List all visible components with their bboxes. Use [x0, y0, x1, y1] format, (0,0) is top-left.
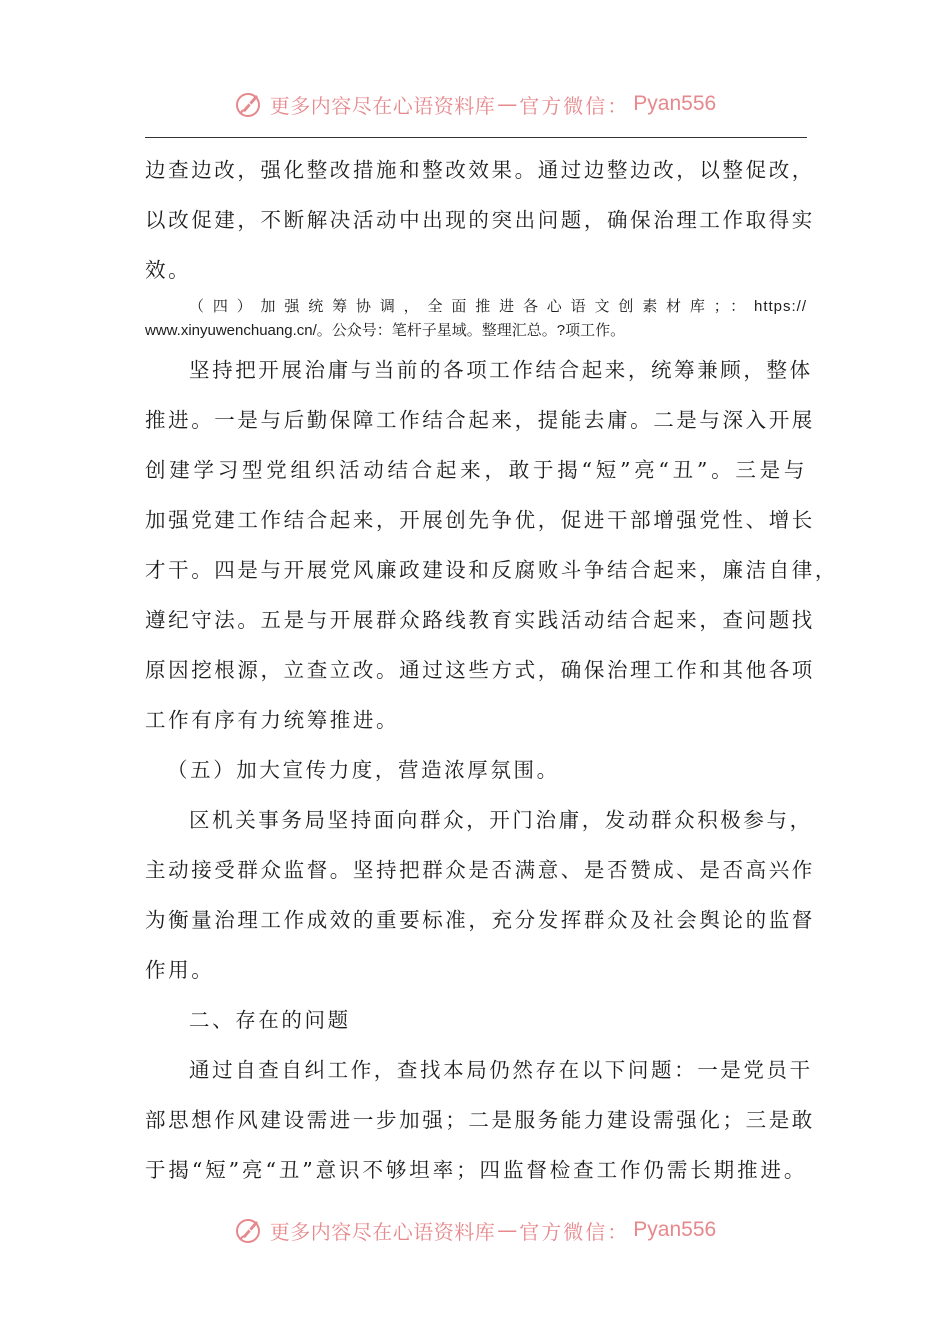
body-line: 坚持把开展治庸与当前的各项工作结合起来，统筹兼顾，整体: [189, 358, 813, 382]
section-heading: （五）加大宣传力度，营造浓厚氛围。: [167, 758, 560, 782]
body-line: 区机关事务局坚持面向群众，开门治庸，发动群众积极参与，: [189, 808, 813, 832]
body-line: 推进。一是与后勤保障工作结合起来，提能去庸。二是与深入开展: [145, 408, 815, 432]
footer-banner: [0, 1210, 950, 1250]
body-line: 作用。: [145, 958, 215, 982]
body-line: 于揭“短”亮“丑”意识不够坦率；四监督检查工作仍需长期推进。: [145, 1158, 807, 1182]
body-line: 效。: [145, 258, 192, 282]
body-line: 边查边改，强化整改措施和整改效果。通过边整边改，以整促改，: [145, 158, 815, 182]
header-dash: —: [497, 92, 518, 116]
body-line: 遵纪守法。五是与开展群众路线教育实践活动结合起来，查问题找: [145, 608, 815, 632]
footer-official-label: 官方微信：: [519, 1219, 630, 1244]
body-line: 加强党建工作结合起来，开展创先争优，促进干部增强党性、增长: [145, 508, 815, 532]
footer-brand: 更多内容尽在心语资料库: [269, 1219, 496, 1244]
body-line: 工作有序有力统筹推进。: [145, 708, 400, 732]
header-wechat-id: Pyan556: [633, 92, 717, 115]
header-divider: [145, 137, 807, 138]
body-line: 创建学习型党组织活动结合起来，敢于揭“短”亮“丑”。三是与: [145, 458, 807, 482]
body-line: 才干。四是与开展党风廉政建设和反腐败斗争结合起来，廉洁自律，: [145, 558, 838, 582]
body-line: 为衡量治理工作成效的重要标准，充分发挥群众及社会舆论的监督: [145, 908, 815, 932]
header-brand: 更多内容尽在心语资料库: [269, 93, 496, 118]
body-line: 主动接受群众监督。坚持把群众是否满意、是否赞成、是否高兴作: [145, 858, 815, 882]
small-line: www.xinyuwenchuang.cn/。公众号：笔杆子星域。整理汇总。?项工作。: [145, 322, 626, 339]
header-official-label: 官方微信：: [519, 93, 630, 118]
body-line: 部思想作风建设需进一步加强；二是服务能力建设需强化；三是敢: [145, 1108, 815, 1132]
small-line: （四）加强统筹协调，全面推进各心语文创素材库；：https://: [189, 298, 807, 315]
body-line: 通过自查自纠工作，查找本局仍然存在以下问题：一是党员干: [189, 1058, 813, 1082]
footer-dash: —: [497, 1218, 518, 1242]
quill-logo-icon: [234, 1215, 264, 1245]
quill-logo-icon: [234, 89, 264, 119]
header-banner: [0, 84, 950, 124]
body-line: 以改促建，不断解决活动中出现的突出问题，确保治理工作取得实: [145, 208, 815, 232]
footer-wechat-id: Pyan556: [633, 1218, 717, 1241]
body-line: 原因挖根源，立查立改。通过这些方式，确保治理工作和其他各项: [145, 658, 815, 682]
section-heading: 二、存在的问题: [189, 1008, 351, 1032]
